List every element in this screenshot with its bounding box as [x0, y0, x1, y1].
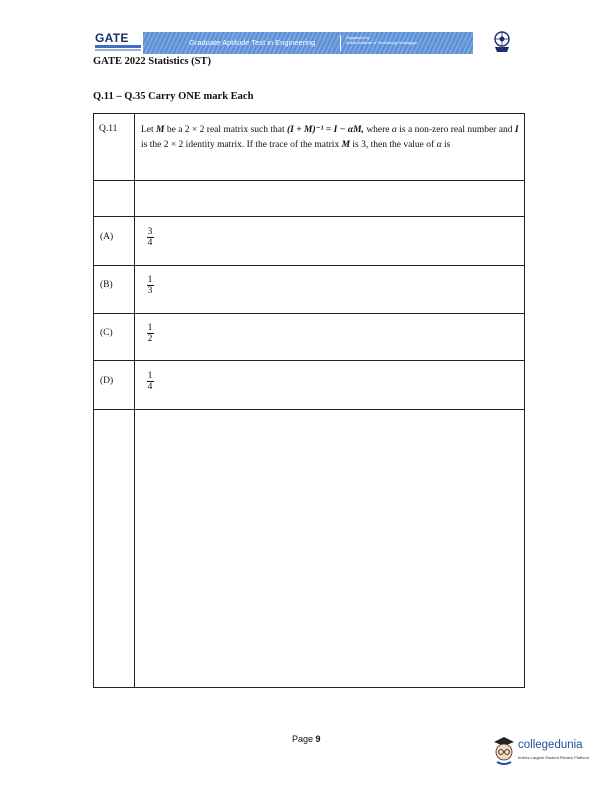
header-banner: [143, 32, 473, 54]
gate-logo-text: GATE: [95, 31, 129, 45]
option-d-value: 1 4: [147, 371, 153, 392]
option-c-value: 1 2: [147, 323, 153, 344]
option-d-label: (D): [100, 376, 114, 386]
option-c-label: (C): [100, 328, 113, 338]
page-header: [93, 27, 525, 56]
brand-name: collegedunia: [518, 739, 583, 751]
option-a-label: (A): [100, 232, 114, 242]
page-number: Page 9: [292, 734, 321, 744]
brand-tagline: India's Largest Student Review Platform: [518, 755, 590, 760]
iit-kgp-emblem-icon: [491, 30, 513, 54]
option-a-value: 3 4: [147, 227, 153, 248]
student-mascot-icon: [491, 734, 517, 766]
question-text: Let M be a 2 × 2 real matrix such that (I + M)⁻¹ = I − αM, where α is a non-zero real number and I is the 2 × 2 identity matrix. If the trace of the matrix M is 3, then the value of α is: [141, 125, 519, 150]
paper-code: GATE 2022 Statistics (ST): [93, 56, 211, 67]
option-b-label: (B): [100, 280, 113, 290]
gate-logo: [95, 31, 143, 55]
section-heading: Q.11 – Q.35 Carry ONE mark Each: [93, 91, 254, 102]
banner-organizer: Organised by Indian Institute of Technology Kharagpur: [346, 35, 418, 45]
question-table: [93, 113, 525, 688]
collegedunia-logo: [491, 734, 606, 768]
question-equation: (I + M)⁻¹ = I − αM,: [286, 125, 364, 135]
question-number: Q.11: [99, 124, 118, 134]
option-b-value: 1 3: [147, 275, 153, 296]
banner-title: Graduate Aptitude Test in Engineering: [189, 38, 316, 47]
